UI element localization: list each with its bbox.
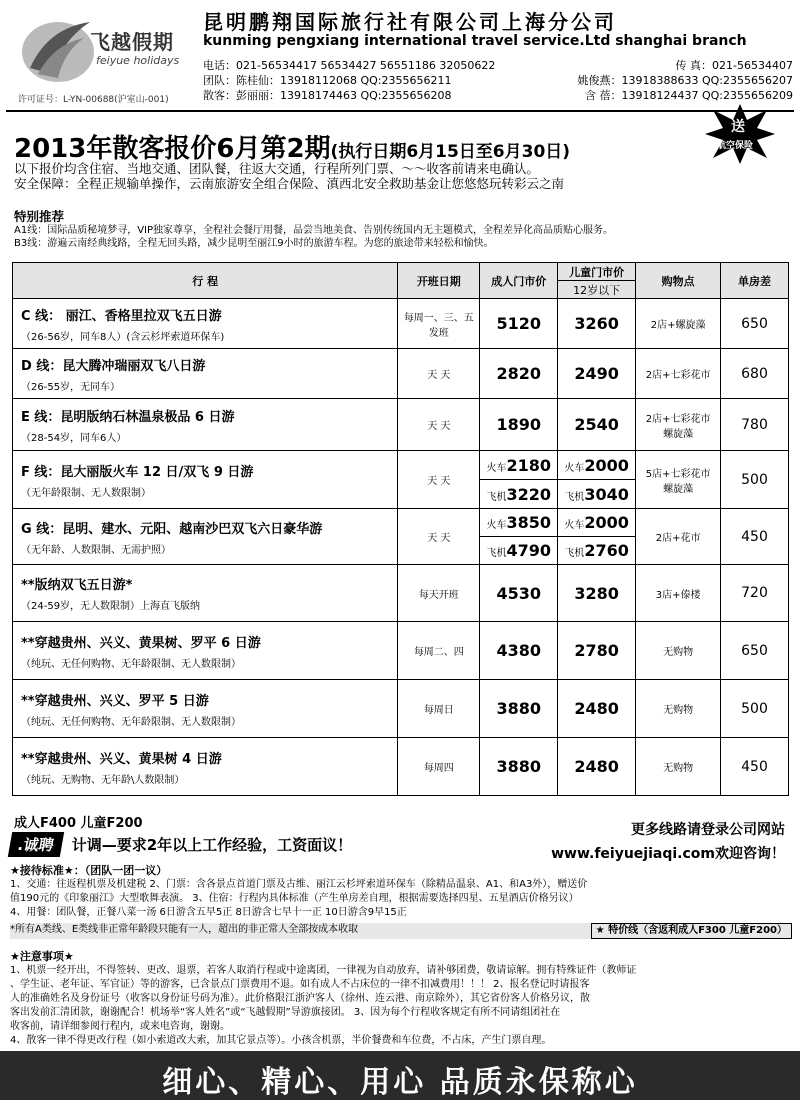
- route-dates: 每天开班: [398, 565, 480, 622]
- child-price: 2490: [558, 349, 636, 399]
- permit-number: 许可证号：L-YN-00688(沪室山-001): [18, 95, 169, 105]
- train-label: 火车: [564, 520, 585, 531]
- single-supplement: 650: [721, 299, 789, 349]
- plane-label: 飞机: [486, 548, 507, 559]
- route-note: （纯玩、无任何购物、无年龄限制、无人数限制）: [21, 716, 241, 728]
- notes-line: 、学生证、老年证、军官证）等的游客，已含景点门票费用不退。如有成人不占床位的一律不扣减费用！！！ 2、报名登记时请报客: [10, 979, 590, 990]
- swoosh-logo-icon: [18, 8, 98, 90]
- contact-phone: 电话：021-56534417 56534427 56551186 32050622: [203, 59, 496, 72]
- train-label: 火车: [564, 462, 585, 474]
- adult-price: 3880: [480, 680, 558, 738]
- contact-group-2: 姚俊燕：13918388633 QQ:2355656207: [577, 74, 793, 87]
- intro-line: 以下报价均含住宿、当地交通、团队餐，往返大交通，行程所列门票、～～收客前请来电确认。: [14, 161, 540, 176]
- notes-block: [10, 950, 792, 1048]
- standard-title: ★接待标准★：（团队一团一议）: [10, 864, 168, 877]
- child-price-plane: 2760: [584, 541, 629, 560]
- route-note: （纯玩、无购物、无年龄\人数限制）: [21, 774, 185, 786]
- route-note: （无年龄限制、无人数限制）: [21, 487, 151, 499]
- shopping: 无购物: [636, 680, 721, 738]
- route-name: **版纳双飞五日游*: [21, 578, 133, 593]
- contact-block: [203, 58, 793, 103]
- title-main: 2013年散客报价6月第2期: [14, 134, 331, 164]
- plane-label: 飞机: [486, 491, 507, 503]
- special-title: 特别推荐: [14, 209, 65, 224]
- header-route: 行 程: [13, 263, 398, 299]
- contact-row: [203, 58, 793, 73]
- single-supplement: 450: [721, 738, 789, 796]
- special-b3: B3线：游遍云南经典线路，全程无回头路，减少昆明至丽江9小时的旅游车程。为您的旅途带来轻松和愉快。: [14, 238, 494, 249]
- single-supplement: 680: [721, 349, 789, 399]
- shopping: 2店+七彩花市: [636, 349, 721, 399]
- single-supplement: 500: [721, 451, 789, 509]
- child-price: 3280: [558, 565, 636, 622]
- route-note: （26-56岁，同车8人）(含云杉坪索道环保车): [21, 331, 225, 343]
- special-a1: A1线：国际品质秘境梦寻，VIP独家尊享，全程社会餐厅用餐，品尝当地美食、告别传统国内无主题模式，全程差异化高品质贴心服务。: [14, 225, 614, 236]
- adult-price-plane: 3220: [506, 484, 551, 504]
- contact-group-1: 团队：陈桂仙：13918112068 QQ:2355656211: [203, 74, 452, 87]
- contact-row: [203, 88, 793, 103]
- website-block: [505, 818, 785, 866]
- hiring-tag: .诚聘: [8, 832, 64, 857]
- table-row: [13, 565, 789, 622]
- route-dates: 天 天: [398, 349, 480, 399]
- standard-footnote-row: [10, 923, 792, 939]
- header-dates: 开班日期: [398, 263, 480, 299]
- adult-price-plane: 4790: [506, 541, 551, 560]
- header: [0, 0, 800, 108]
- footer-slogan: 细心、精心、用心 品质永保称心: [162, 1065, 638, 1100]
- route-note: （纯玩、无任何购物、无年龄限制、无人数限制）: [21, 658, 241, 670]
- adult-price: 3880: [480, 738, 558, 796]
- shopping: 5店+七彩花市螺旋藻: [636, 451, 721, 509]
- single-supplement: 780: [721, 399, 789, 451]
- single-supplement: 720: [721, 565, 789, 622]
- train-label: 火车: [486, 520, 507, 531]
- notes-line: 客出发前汇清团款，谢谢配合！机场举“客人姓名”或“飞越假期”导游旗接团。 3、因为每个行程收客规定有所不同请组团社在: [10, 1007, 561, 1018]
- child-price-train: 2000: [584, 513, 629, 532]
- more-routes-text: 更多线路请登录公司网站: [631, 822, 785, 838]
- header-child-age: 12岁以下: [558, 281, 636, 299]
- shopping: 2店+花市: [636, 509, 721, 565]
- standard-line: 4、用餐：团队餐，正餐八菜一汤 6日游含五早5正 8日游含七早十一正 10日游含9早15正: [10, 907, 407, 918]
- intro: [14, 161, 794, 191]
- shopping: 2店+螺旋藻: [636, 299, 721, 349]
- child-price: 2480: [558, 738, 636, 796]
- standard-line: 1、交通：往返程机票及机建税 2、门票：含各景点首道门票及古维、丽江云杉坪索道环保车（除精品温泉、A1、和A3外），赠送价: [10, 879, 588, 890]
- contact-individual-1: 散客：彭丽丽：13918174463 QQ:2355656208: [203, 89, 452, 102]
- route-note: （无年龄、人数限制、无需护照）: [21, 544, 171, 556]
- table-row: [13, 680, 789, 738]
- company-name-cn: 昆明鹏翔国际旅行社有限公司上海分公司: [203, 10, 617, 34]
- notes-line: 收客前，请详细参阅行程内，或来电咨询，谢谢。: [10, 1021, 230, 1032]
- adult-price-train: 3850: [506, 513, 551, 532]
- shopping: 无购物: [636, 622, 721, 680]
- table-row: [13, 509, 789, 537]
- plane-label: 飞机: [564, 548, 585, 559]
- notes-line: 4、散客一律不得更改行程（如小索道改大索，加其它景点等）。小孩含机票，半价餐费和车位费，不占床，产生门票自理。: [10, 1035, 552, 1046]
- website-link[interactable]: www.feiyuejiaqi.com欢迎咨询！: [551, 846, 785, 862]
- route-dates: 每周一、三、五发班: [398, 299, 480, 349]
- adult-price: 2820: [480, 349, 558, 399]
- route-name: D 线：昆大腾冲瑞丽双飞八日游: [21, 358, 206, 374]
- route-name: **穿越贵州、兴义、黄果树 4 日游: [21, 751, 222, 767]
- standard-footnote: *所有A类线、E类线非正常年龄段只能有一人，超出的非正常人全部按成本收取: [10, 924, 359, 935]
- single-supplement: 500: [721, 680, 789, 738]
- contact-individual-2: 含 蓓：13918124437 QQ:2355656209: [585, 89, 793, 102]
- insurance-badge: [705, 104, 775, 164]
- company-name-en: kunming pengxiang international travel service.Ltd shanghai branch: [203, 33, 747, 49]
- route-name: **穿越贵州、兴义、黄果树、罗平 6 日游: [21, 635, 261, 651]
- route-note: （28-54岁，同车6人）: [21, 432, 127, 444]
- extra-fee-note: 成人F400 儿童F200: [14, 816, 143, 831]
- route-dates: 每周二、四: [398, 622, 480, 680]
- single-supplement: 450: [721, 509, 789, 565]
- route-note: （24-59岁，无人数限制）上海直飞版纳: [21, 601, 201, 612]
- header-child-price: 儿童门市价: [558, 263, 636, 281]
- badge-send: 送: [731, 119, 745, 135]
- notes-line: 1、机票一经开出，不得签转、更改、退票，若客人取消行程或中途离团，一律视为自动放弃，请补够团费，敬请谅解。拥有特殊证件（教师证: [10, 965, 637, 976]
- hiring-text: 计调—要求2年以上工作经验，工资面议！: [71, 835, 353, 854]
- contact-row: [203, 73, 793, 88]
- route-dates: 每周日: [398, 680, 480, 738]
- contact-fax: 传 真：021-56534407: [675, 59, 793, 72]
- route-dates: 每周四: [398, 738, 480, 796]
- adult-price: 4380: [480, 622, 558, 680]
- page-title: [14, 128, 570, 165]
- notes-title: ★注意事项★: [10, 950, 74, 963]
- single-supplement: 650: [721, 622, 789, 680]
- route-dates: 天 天: [398, 509, 480, 565]
- plane-label: 飞机: [564, 491, 585, 503]
- adult-price-train: 2180: [506, 455, 551, 475]
- intro-safety: 安全保障：全程正规输单操作，云南旅游安全组合保险、滇西北安全救助基金让您悠悠玩转彩云之南: [14, 176, 565, 191]
- footer-slogan-bar: [0, 1051, 800, 1100]
- table-row: [13, 299, 789, 349]
- header-single-supplement: 单房差: [721, 263, 789, 299]
- logo-text-cn: 飞越假期: [90, 30, 174, 54]
- route-name: G 线：昆明、建水、元阳、越南沙巴双飞六日豪华游: [21, 521, 323, 537]
- route-dates: 天 天: [398, 451, 480, 509]
- route-name: E 线：昆明版纳石林温泉极品 6 日游: [21, 409, 235, 425]
- adult-price: 5120: [480, 299, 558, 349]
- route-name: **穿越贵州、兴义、罗平 5 日游: [21, 693, 209, 709]
- shopping: 3店+傣楼: [636, 565, 721, 622]
- child-price: 2780: [558, 622, 636, 680]
- table-row: [13, 399, 789, 451]
- child-price: 3260: [558, 299, 636, 349]
- adult-price: 1890: [480, 399, 558, 451]
- badge-insurance: 航空保险: [717, 141, 754, 151]
- logo-text-en: feiyue holidays: [96, 54, 180, 67]
- child-price: 2480: [558, 680, 636, 738]
- hiring-banner: [10, 832, 352, 856]
- header-shopping: 购物点: [636, 263, 721, 299]
- special-recommend: [14, 210, 796, 250]
- child-price-train: 2000: [584, 455, 629, 475]
- route-name: C 线： 丽江、香格里拉双飞五日游: [21, 308, 222, 324]
- shopping: 无购物: [636, 738, 721, 796]
- train-label: 火车: [486, 462, 507, 474]
- route-note: （26-55岁，无同车）: [21, 381, 121, 393]
- route-dates: 天 天: [398, 399, 480, 451]
- shopping: 2店+七彩花市螺旋藻: [636, 399, 721, 451]
- notes-line: 人的准确姓名及身份证号（收客以身份证号码为准）。此价格限江浙沪客人（徐州、连云港、南京除外），其它省份客人价格另议，散: [10, 993, 590, 1004]
- table-row: [13, 738, 789, 796]
- standard-line: 值190元的《印象丽江》大型歌舞表演。 3、住宿：行程内具体标准（产生单房差自理，根据需要选择四星、五星酒店价格另议）: [10, 893, 579, 904]
- child-price-plane: 3040: [584, 484, 629, 504]
- table-row: [13, 451, 789, 480]
- header-adult-price: 成人门市价: [480, 263, 558, 299]
- table-row: [13, 622, 789, 680]
- price-table: [12, 262, 789, 796]
- adult-price: 4530: [480, 565, 558, 622]
- title-dates: (执行日期6月15日至6月30日): [330, 142, 571, 162]
- child-price: 2540: [558, 399, 636, 451]
- table-row: [13, 349, 789, 399]
- standard-block: [10, 864, 792, 939]
- route-name: F 线：昆大丽版火车 12 日/双飞 9 日游: [21, 464, 254, 480]
- company-logo: [18, 8, 188, 90]
- special-price-line: ★ 特价线（含返利成人F300 儿童F200）: [591, 923, 792, 939]
